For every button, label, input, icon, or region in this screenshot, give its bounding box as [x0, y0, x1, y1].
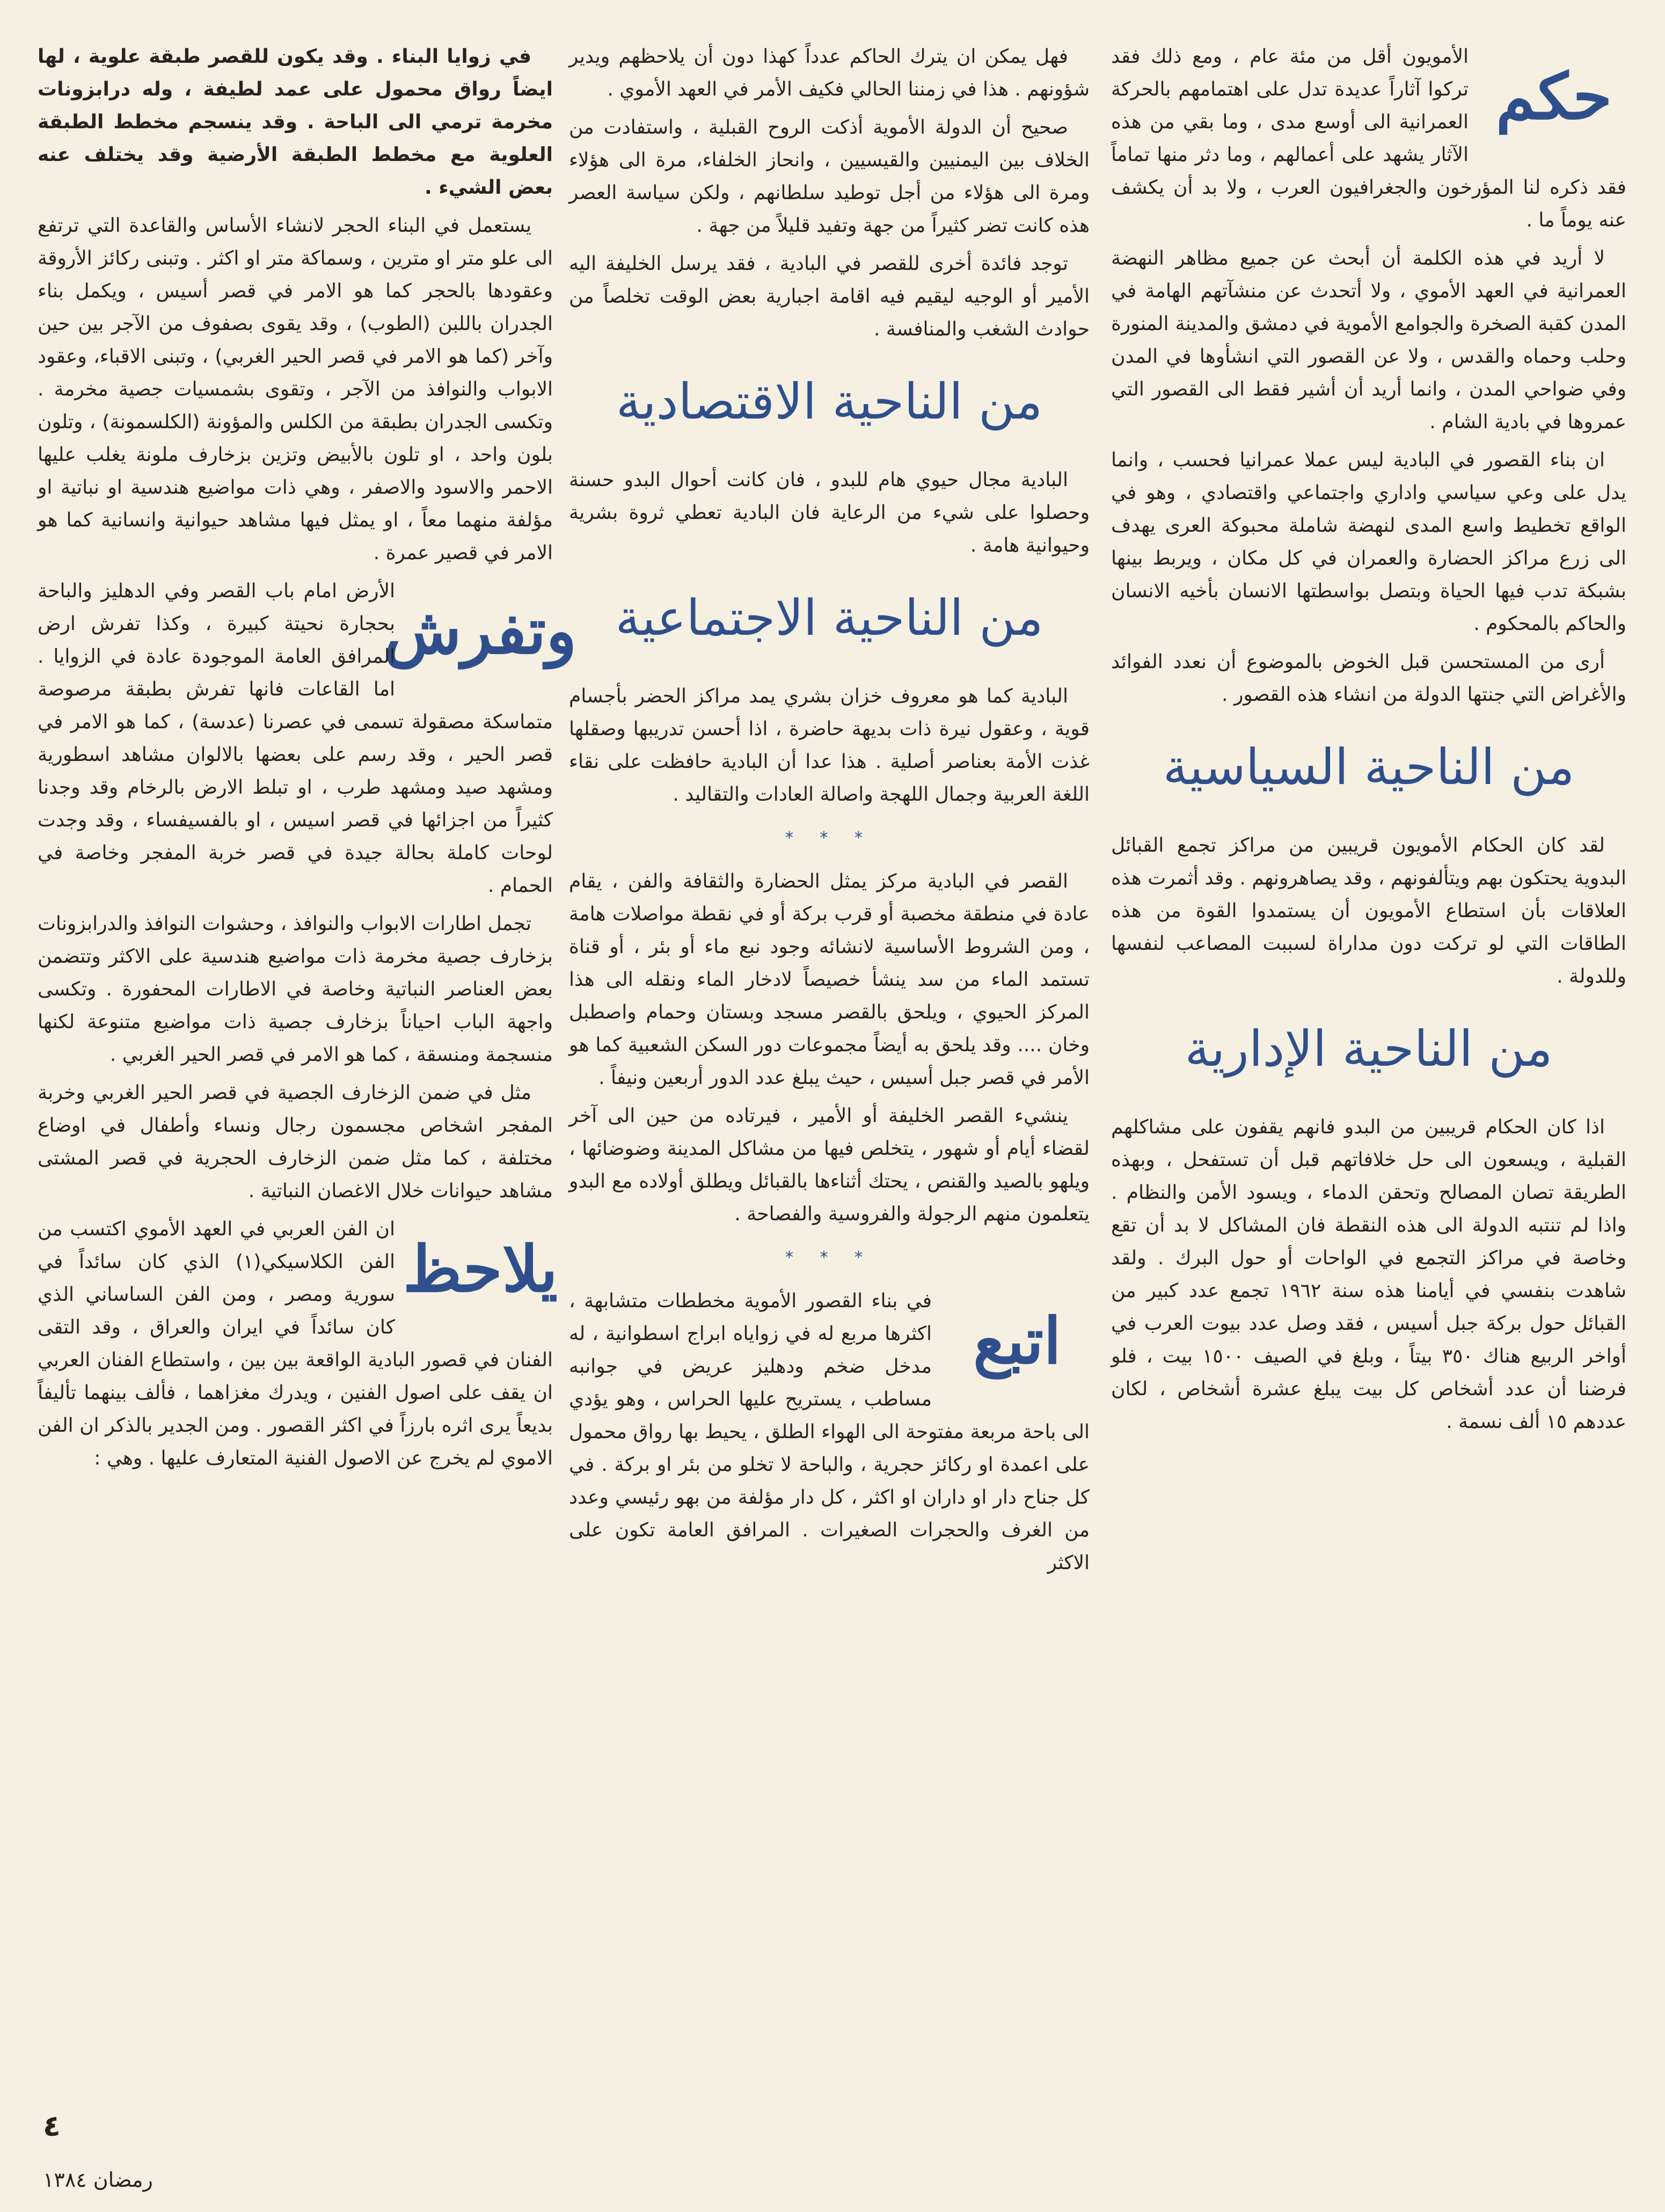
- dropcap-word: حكم: [1495, 59, 1612, 134]
- paragraph: توجد فائدة أخرى للقصر في البادية ، فقد يرسل الخليفة اليه الأمير أو الوجيه ليقيم فيه اقامة اجبارية بعض الوقت تخلصاً من حوادث الشغب والمنافسة .: [569, 253, 1090, 340]
- paragraph: فهل يمكن ان يترك الحاكم عدداً كهذا دون أن يلاحظهم ويدير شؤونهم . هذا في زمننا الحالي فكيف الأمر في العهد الأموي .: [569, 46, 1090, 100]
- paragraph: ان بناء القصور في البادية ليس عملا عمرانيا فحسب ، وانما يدل على وعي سياسي واداري واجتماعي واقتصادي ، وهو في الواقع تخطيط واسع المدى لنهضة شاملة محبوكة العرى يهدف الى زرع مراكز الحضارة والعمران في كل مكان ، ويربط بينها بشبكة تدب فيها الحياة وبتصل بواسطتها الانسان بأخيه الانسان والحاكم بالمحكوم .: [1111, 449, 1626, 635]
- section-heading-social: من الناحية الاجتماعية: [615, 589, 1043, 647]
- paragraph: ان الفن العربي في العهد الأموي اكتسب من الفن الكلاسيكي(١) الذي كان سائداً في سورية ومصر ، ومن الفن الساساني الذي كان سائداً في ايران والعراق ، وقد التقى الفنان في قصور البادية الواقعة بين بين ، واستطاع الفنان العربي ان يقف على اصول الفنين ، ويدرك مغزاهما ، فألف بينهما تأليفاً بديعاً يرى اثره بارزاً في اكثر القصور . ومن الجدير بالذكر ان الفن الاموي لم يخرج عن الاصول الفنية المتعارف عليها . وهي :: [38, 1218, 553, 1469]
- paragraph: أرى من المستحسن قبل الخوض بالموضوع أن نعدد الفوائد والأغراض التي جنتها الدولة من انشاء هذه القصور .: [1111, 651, 1626, 706]
- dropcap-word: يلاحظ: [403, 1232, 558, 1306]
- paragraph: في بناء القصور الأموية مخططات متشابهة ، اكثرها مربع له في زواياه ابراج اسطوانية ، له مدخل ضخم ودهليز عريض في جوانبه مساطب ، يستريح عليها الحراس ، وهو يؤدي الى باحة مربعة مفتوحة الى الهواء الطلق ، يحيط بها رواق محمول على اعمدة او ركائز حجرية ، والباحة لا تخلو من بئر او بركة . في كل جناح دار او داران او اكثر ، كل دار مؤلفة من بهو رئيسي وعدد من الغرف والحجرات الصغيرات . المرافق العامة تكون على الاكثر: [569, 1290, 1090, 1574]
- section-heading-administrative: من الناحية الإدارية: [1185, 1020, 1553, 1078]
- column-left: [38, 40, 577, 2149]
- column-right: [1111, 40, 1626, 2149]
- paragraph: البادية كما هو معروف خزان بشري يمد مراكز الحضر بأجسام قوية ، وعقول نيرة ذات بديهة حاضرة ، اذا أحسن تدريبها وصقلها غذت الأمة بعناصر أصلية . هذا عدا أن البادية حافظت على نقاء اللغة العربية وجمال اللهجة واصالة العادات والتقاليد .: [569, 685, 1090, 805]
- issue-date: رمضان ١٣٨٤: [43, 2168, 153, 2192]
- paragraph: تجمل اطارات الابواب والنوافذ ، وحشوات النوافذ والدرابزونات بزخارف جصية مخرمة ذات مواضيع هندسية على الاكثر وتتضمن بعض العناصر النباتية وخاصة في الاطارات المحفورة . وتكسى واجهة الباب احياناً بزخارف جصية ذات مواضيع متنوعة لكنها منسجمة ومنسقة ، كما هو الامر في قصر الحير الغربي .: [38, 913, 553, 1066]
- paragraph: اذا كان الحكام قريبين من البدو فانهم يقفون على مشاكلهم القبلية ، ويسعون الى حل خلافاتهم قبل أن تستفحل ، وبهذه الطريقة تصان المصالح وتحقن الدماء ، ويسود الأمن والنظام . واذا لم تنتبه الدولة الى هذه النقطة فان المشاكل لا بد أن تقع وخاصة في مراكز التجمع في الواحات أو حول البرك . ولقد شاهدت بنفسي في أيامنا هذه سنة ١٩٦٢ تجمع عدد كبير من القبائل حول بركة جبل أسيس ، فقد وصل عدد بيوت العرب في أواخر الربيع هناك ٣٥٠ بيتاً ، وبلغ في الصيف ١٥٠٠ بيت ، فلو فرضنا أن عدد أشخاص كل بيت يبلغ عشرة أشخاص ، لكان عددهم ١٥ ألف نسمة .: [1111, 1116, 1627, 1433]
- paragraph: ينشيء القصر الخليفة أو الأمير ، فيرتاده من حين الى آخر لقضاء أيام أو شهور ، يتخلص فيها من مشاكل المدينة وضوضائها ، ويلهو بالصيد والقنص ، يحتك أثناءها بالقبائل ويطلق أولاده مع البدو يتعلمون منهم الرجولة والفروسية والفصاحة .: [569, 1105, 1090, 1225]
- page-number: ٤: [43, 2109, 61, 2143]
- section-divider-stars: * * *: [785, 1248, 874, 1267]
- paragraph: القصر في البادية مركز يمثل الحضارة والثقافة والفن ، يقام عادة في منطقة مخصبة أو قرب بركة أو في نقطة مواصلات هامة ، ومن الشروط الأساسية لانشائه وجود نبع ماء أو بئر ، أو قناة تستمد الماء من سد ينشأ خصيصاً لادخار الماء ونقله الى هذا المركز الحيوي ، ويلحق بالقصر مسجد وبستان وحمام واصطبل وخان .... وقد يلحق به أيضاً مجموعات دور السكن الشعبية كما هو الأمر في قصر جبل أسيس ، حيث يبلغ عدد الدور أربعين ونيفاً .: [569, 870, 1090, 1089]
- paragraph: البادية مجال حيوي هام للبدو ، فان كانت أحوال البدو حسنة وحصلوا على شيء من الرعاية فان البادية تعطي ثروة بشرية وحيوانية هامة .: [569, 469, 1090, 556]
- paragraph: صحيح أن الدولة الأموية أذكت الروح القبلية ، واستفادت من الخلاف بين اليمنيين والقيسيين ، وانحاز الخلفاء، مرة الى هؤلاء ومرة الى هؤلاء من أجل توطيد سلطانهم ، ولكن سياسة العصر هذه كانت تضر كثيراً من جهة وتفيد قليلاً من جهة .: [569, 116, 1090, 237]
- paragraph: في زوايا البناء . وقد يكون للقصر طبقة علوية ، لها ايضاً رواق محمول على عمد لطيفة ، وله درابزونات مخرمة ترمي الى الباحة . وقد ينسجم مخطط الطبقة العلوية مع مخطط الطبقة الأرضية وقد يختلف عنه بعض الشيء .: [38, 46, 553, 199]
- paragraph: لا أريد في هذه الكلمة أن أبحث عن جميع مظاهر النهضة العمرانية في العهد الأموي ، ولا أتحدث عن منشآتهم الهامة في المدن كقبة الصخرة والجوامع الأموية في دمشق والمدينة المنورة وحلب وحماه والقدس ، ولا عن القصور التي انشأوها في المدن وفي ضواحي المدن ، وانما أريد أن أشير فقط الى القصور التي عمروها في بادية الشام .: [1111, 247, 1626, 433]
- column-middle: [569, 40, 1090, 2149]
- paragraph: لقد كان الحكام الأمويون قريبين من مراكز تجمع القبائل البدوية يحتكون بهم ويتألفونهم ، وقد يصاهرونهم . وقد أثمرت هذه العلاقات بأن استطاع الأمويون أن يستمدوا القوة من هذه الطاقات التي لو تركت دون مداراة لسببت المصاعب لنفسها وللدولة .: [1111, 834, 1626, 987]
- dropcap-word: وتفرش: [384, 594, 577, 668]
- intro-paragraph: الأمويون أقل من مئة عام ، ومع ذلك فقد تركوا آثاراً عديدة تدل على اهتمامهم بالحركة العمرانية الى أوسع مدى ، وما بقي من هذه الآثار يشهد على أعمالهم ، وما دثر منها تماماً فقد ذكره لنا المؤرخون والجغرافيون العرب ، ولا بد أن يكشف عنه يوماً ما .: [1111, 46, 1626, 231]
- dropcap-word: اتبع: [973, 1303, 1062, 1378]
- section-heading-political: من الناحية السياسية: [1163, 738, 1575, 796]
- paragraph: مثل في ضمن الزخارف الجصية في قصر الحير الغربي وخربة المفجر اشخاص مجسمون رجال ونساء وأطفال في اوضاع مختلفة ، كما مثل ضمن الزخارف الحجرية في قصر المشتى مشاهد حيوانات خلال الاغصان النباتية .: [38, 1082, 553, 1202]
- paragraph: الأرض امام باب القصر وفي الدهليز والباحة بحجارة نحيتة كبيرة ، وكذا تفرش ارض المرافق العامة الموجودة عادة في الزوايا . اما القاعات فانها تفرش بطبقة مرصوصة متماسكة مصقولة تسمى في عصرنا (عدسة) ، كما هو الامر في قصر الحير ، وقد رسم على بعضها بالالوان مشاهد اسطورية ومشهد صيد ومشهد طرب ، او تبلط الارض بالرخام وقد وجدنا كثيراً من اجزائها في قصر اسيس ، او بالفسيفساء ، وقد وجدت لوحات كاملة بحالة جيدة في قصر خربة المفجر وخاصة في الحمام .: [38, 580, 553, 897]
- paragraph: يستعمل في البناء الحجر لانشاء الأساس والقاعدة التي ترتفع الى علو متر او مترين ، وسماكة متر او اكثر . وتبنى ركائز الأروقة وعقودها بالحجر كما هو الامر في قصر أسيس ، ويكمل بناء الجدران باللبن (الطوب) ، وقد يقوى بصفوف من الآجر بين حين وآخر (كما هو الامر في قصر الحير الغربي) ، وتبنى الاقباء، وعقود الابواب والنوافذ من الآجر ، وتقوى بشمسيات جصية مخرمة . وتكسى الجدران بطبقة من الكلس والمؤونة (الكلسمونة) ، وتلون بلون واحد ، او تلون بالأبيض وتزين بزخارف ملونة يغلب عليها الاحمر والاسود والاصفر ، وهي ذات مواضيع هندسية او نباتية او مؤلفة منهما معاً ، او يمثل فيها مشاهد حيوانية وانسانية كما هو الامر في قصير عمرة .: [38, 215, 553, 564]
- section-heading-economic: من الناحية الاقتصادية: [616, 373, 1043, 430]
- section-divider-stars: * * *: [785, 829, 874, 847]
